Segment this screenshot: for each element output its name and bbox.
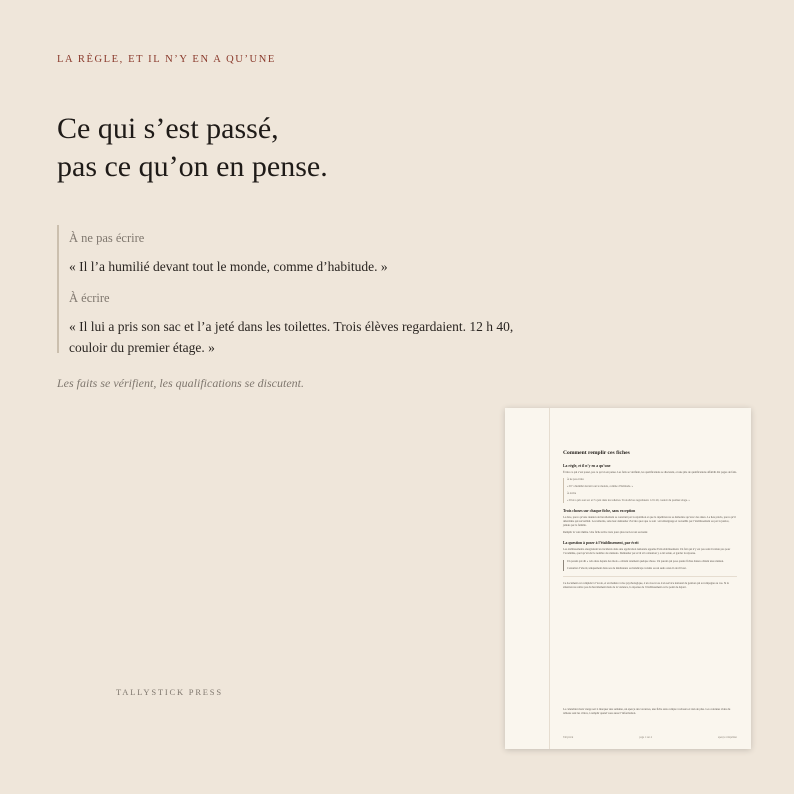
preview-dont-text: « Il l’a humilié devant tout le monde, comme d’habitude. »: [567, 485, 634, 488]
preview-footnote-text: Le calendrier mois vierge sert à marquer une semaine, un aperçu des vacances, une fiche sans compte à rebours et rien de plus. Les colonnes vides du tableau sont les vôtres, à remplir quand vous aurez l’information.: [563, 708, 731, 715]
preview-note-text: Un parent qui dit « cela dure depuis des mois » obtient rarement quelque chose. Un parent qui pose quatre fiches datées obtient une réunion.: [567, 560, 724, 563]
do-example: « Il lui a pris son sac et l’a jeté dans les toilettes. Trois élèves regardaient. 12 h 40, couloir du premier étage. »: [69, 319, 514, 355]
preview-paragraph: Les établissements enregistrent les incidents dans une application nationale appelée Faits établissement. Un fait qui n’y est pas saisi n’existe pas pour l’académie, quel qu’ait été le nombre de réunions. Demander par écrit si la situation y a été saisie, et garder la réponse.: [563, 548, 731, 555]
preview-footer-right: aperçu à imprimer: [717, 736, 737, 739]
preview-section-heading: Trois choses sur chaque fiche, sans exception: [563, 509, 636, 513]
preview-divider: [563, 576, 737, 577]
preview-title: Comment remplir ces fiches: [563, 450, 630, 456]
preview-paragraph: Écrire ce qui s’est passé, pas ce qu’on en pense. Les faits se vérifient, les qualifications se discutent, et une pile de qualifications affaiblit dix pages de faits.: [563, 471, 737, 474]
preview-paragraph: La date, parce qu’une réunion de harcèlement se construit par la répétition et que la répétition ne se démontre qu’avec des dates. Le lieu précis, parce qu’il détermine qui surveillait. Les témoins, sans leur demander d’écrire quoi que ce soit : en témoignage et recueillis par l’établissement ou par la justice, jamais par la famille.: [563, 516, 736, 527]
document-preview: [505, 408, 751, 749]
preview-paragraph: Remplir la voix même. Une fiche écrite trois jours plus tard est un souvenir.: [563, 531, 648, 534]
preview-footer-page: page 1 sur 4: [639, 736, 652, 739]
preview-footer: [563, 736, 737, 739]
preview-paragraph: Ce document est complété à l’école, et en matière à rise psychologique, à un avocat ou à un service national de gestion qui accompagne au cas. Si la situation ne relève pas du harcèlement mais de la violence, la réponse de l’établissement est le point de départ.: [563, 582, 729, 589]
caption: Les faits se vérifient, les qualifications se discutent.: [57, 376, 304, 390]
preview-examples: [563, 478, 737, 503]
preview-dont-label: À ne pas écrire: [567, 478, 584, 481]
preview-footer-left: Tallystick: [563, 736, 574, 739]
brand-name: TALLYSTICK PRESS: [116, 687, 223, 697]
preview-do-label: À écrire: [567, 492, 577, 495]
do-label: À écrire: [69, 291, 110, 305]
preview-do-text: « Il lui a pris son sac et l’a jeté dans les toilettes. Trois élèves regardaient. 12 h 40, couloir du premier étage. »: [567, 499, 690, 502]
preview-note-small: Consulter d’abord, uniquement dans ses de médiateurs ou handicaps voisins ou un seuls ceux-là de m’tout.: [567, 567, 687, 570]
preview-note: [563, 560, 737, 571]
headline-line-2: pas ce qu’on en pense.: [57, 150, 328, 183]
headline: [57, 110, 328, 186]
document-margin-rule: [549, 408, 550, 749]
preview-footnote: [563, 708, 737, 719]
dont-example: « Il l’a humilié devant tout le monde, comme d’habitude. »: [69, 259, 388, 274]
preview-section-heading: La règle, et il n’y en a qu’une: [563, 464, 611, 468]
headline-line-1: Ce qui s’est passé,: [57, 112, 279, 145]
eyebrow: LA RÈGLE, ET IL N’Y EN A QU’UNE: [57, 54, 276, 65]
dont-label: À ne pas écrire: [69, 231, 145, 245]
examples-block: [57, 225, 539, 353]
document-body: [563, 450, 737, 593]
preview-section-heading: La question à poser à l’établissement, par écrit: [563, 541, 639, 545]
